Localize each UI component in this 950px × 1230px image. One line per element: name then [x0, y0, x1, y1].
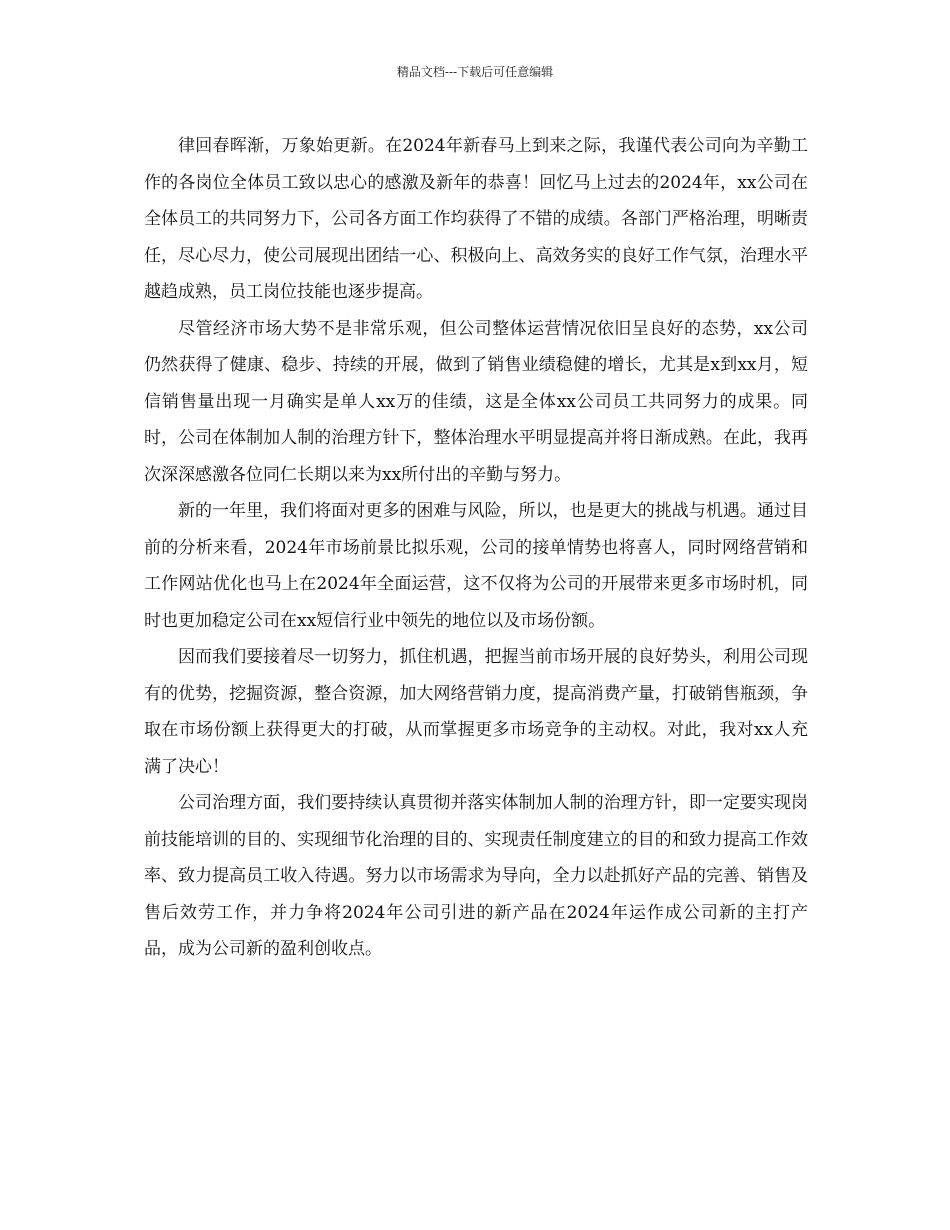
- paragraph-3: 新的一年里，我们将面对更多的困难与风险，所以，也是更大的挑战与机遇。通过目前的分析来看，2024年市场前景比拟乐观，公司的接单情势也将喜人，同时网络营销和工作网站优化也马上在2024年全面运营，这不仅将为公司的开展带来更多市场时机，同时也更加稳定公司在xx短信行业中领先的地位以及市场份额。: [144, 501, 808, 631]
- document-body: [144, 128, 808, 968]
- paragraph-5: 公司治理方面，我们要持续认真贯彻并落实体制加人制的治理方针，即一定要实现岗前技能培训的目的、实现细节化治理的目的、实现责任制度建立的目的和致力提高工作效率、致力提高员工收入待遇。努力以市场需求为导向，全力以赴抓好产品的完善、销售及售后效劳工作，并力争将2024年公司引进的新产品在2024年运作成公司新的主打产品，成为公司新的盈利创收点。: [144, 793, 808, 959]
- paragraph-4: 因而我们要接着尽一切努力，抓住机遇，把握当前市场开展的良好势头，利用公司现有的优势，挖掘资源，整合资源，加大网络营销力度，提高消费产量，打破销售瓶颈，争取在市场份额上获得更大的打破，从而掌握更多市场竞争的主动权。对此，我对xx人充满了决心！: [144, 647, 808, 777]
- page-header: 精品文档---下载后可任意编辑: [396, 65, 554, 79]
- paragraph-2: 尽管经济市场大势不是非常乐观，但公司整体运营情况依旧呈良好的态势，xx公司仍然获得了健康、稳步、持续的开展，做到了销售业绩稳健的增长，尤其是x到xx月，短信销售量出现一月确实是单人xx万的佳绩，这是全体xx公司员工共同努力的成果。同时，公司在体制加人制的治理方针下，整体治理水平明显提高并将日渐成熟。在此，我再次深深感激各位同仁长期以来为xx所付出的辛勤与努力。: [144, 318, 808, 485]
- paragraph-1: 律回春晖渐，万象始更新。在2024年新春马上到来之际，我谨代表公司向为辛勤工作的各岗位全体员工致以忠心的感激及新年的恭喜！回忆马上过去的2024年，xx公司在全体员工的共同努力下，公司各方面工作均获得了不错的成绩。各部门严格治理，明晰责任，尽心尽力，使公司展现出团结一心、积极向上、高效务实的良好工作气氛，治理水平越趋成熟，员工岗位技能也逐步提高。: [144, 136, 808, 302]
